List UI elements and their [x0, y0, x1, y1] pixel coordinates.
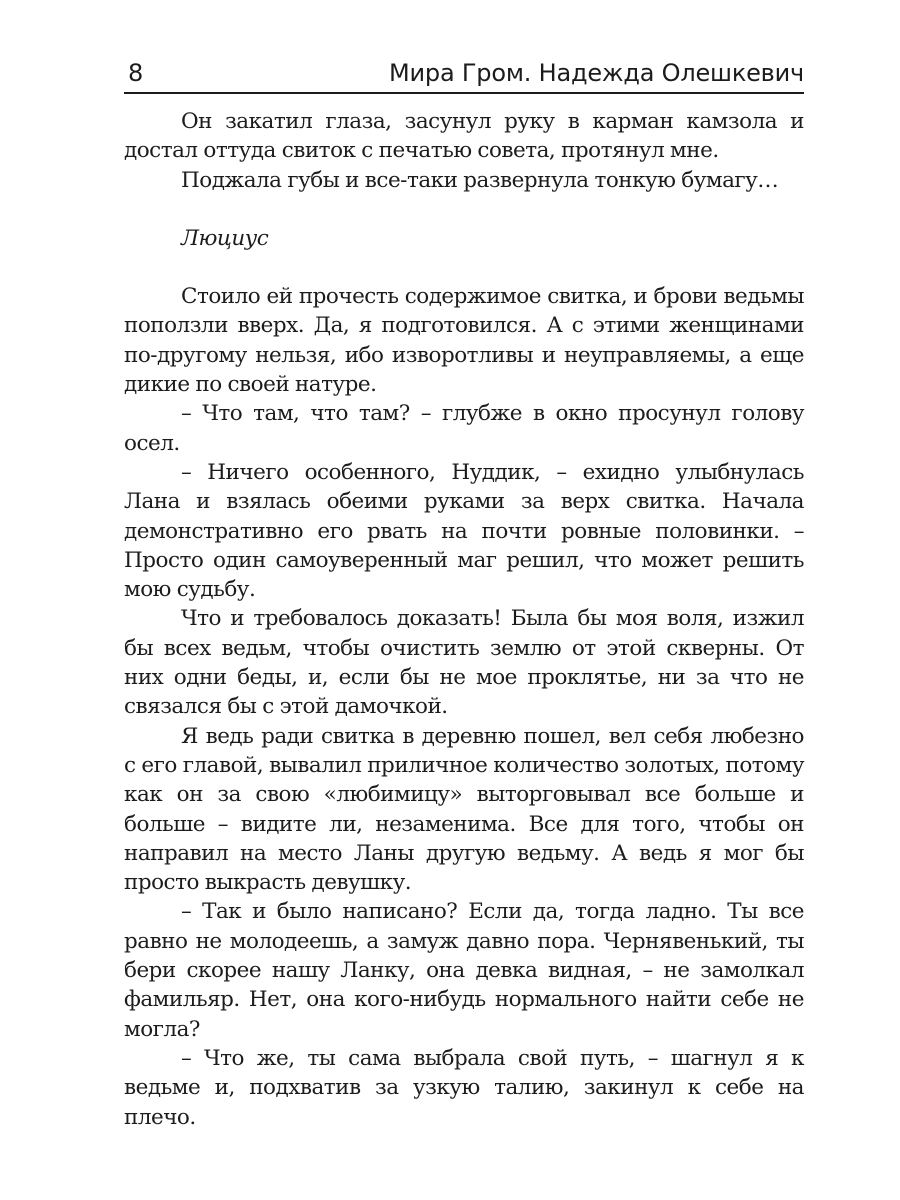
paragraph: – Так и было написано? Если да, тогда ладно. Ты все равно не молодеешь, а замуж давно пора. Чернявенький, ты бери скорее нашу Ланку, она девка видная, – не замолкал фамильяр. Нет, она кого-нибудь нормального найти себе не могла? [124, 899, 804, 1042]
body-text [124, 107, 804, 1132]
paragraph: Что и требовалось доказать! Была бы моя воля, изжил бы всех ведьм, чтобы очистить землю от этой скверны. От них одни беды, и, если бы не мое проклятье, ни за что не связался бы с этой дамочкой. [124, 606, 804, 720]
running-title: Мира Гром. Надежда Олешкевич [389, 59, 804, 87]
page-number: 8 [128, 59, 144, 87]
paragraph: – Что же, ты сама выбрала свой путь, – шагнул я к ведьме и, подхватив за узкую талию, закинул к себе на плечо. [124, 1045, 804, 1130]
page-header [124, 58, 804, 94]
paragraph: – Ничего особенного, Нуддик, – ехидно улыбнулась Лана и взялась обеими руками за верх свитка. Начала демонстративно его рвать на почти ровные половинки. – Просто один самоуверенный маг решил, что может решить мою судьбу. [124, 459, 804, 603]
paragraph: Он закатил глаза, засунул руку в карман камзола и достал оттуда свиток с печатью совета, протянул мне. [124, 109, 804, 164]
book-page [124, 58, 804, 1132]
section-heading: Люциус [181, 225, 269, 251]
paragraph: Поджала губы и все-таки развернула тонкую бумагу… [181, 167, 779, 193]
paragraph: Я ведь ради свитка в деревню пошел, вел себя любезно с его главой, вывалил приличное количество золотых, потому как он за свою «любимицу» выторговывал все больше и больше – видите ли, незаменима. Все для того, чтобы он направил на место Ланы другую ведьму. А ведь я мог бы просто выкрасть девушку. [124, 723, 804, 896]
paragraph: Стоило ей прочесть содержимое свитка, и брови ведьмы поползли вверх. Да, я подготовился. А с этими женщинами по-другому нельзя, ибо изворотливы и неуправляемы, а еще дикие по своей натуре. [124, 284, 804, 398]
paragraph: – Что там, что там? – глубже в окно просунул голову осел. [124, 401, 804, 456]
